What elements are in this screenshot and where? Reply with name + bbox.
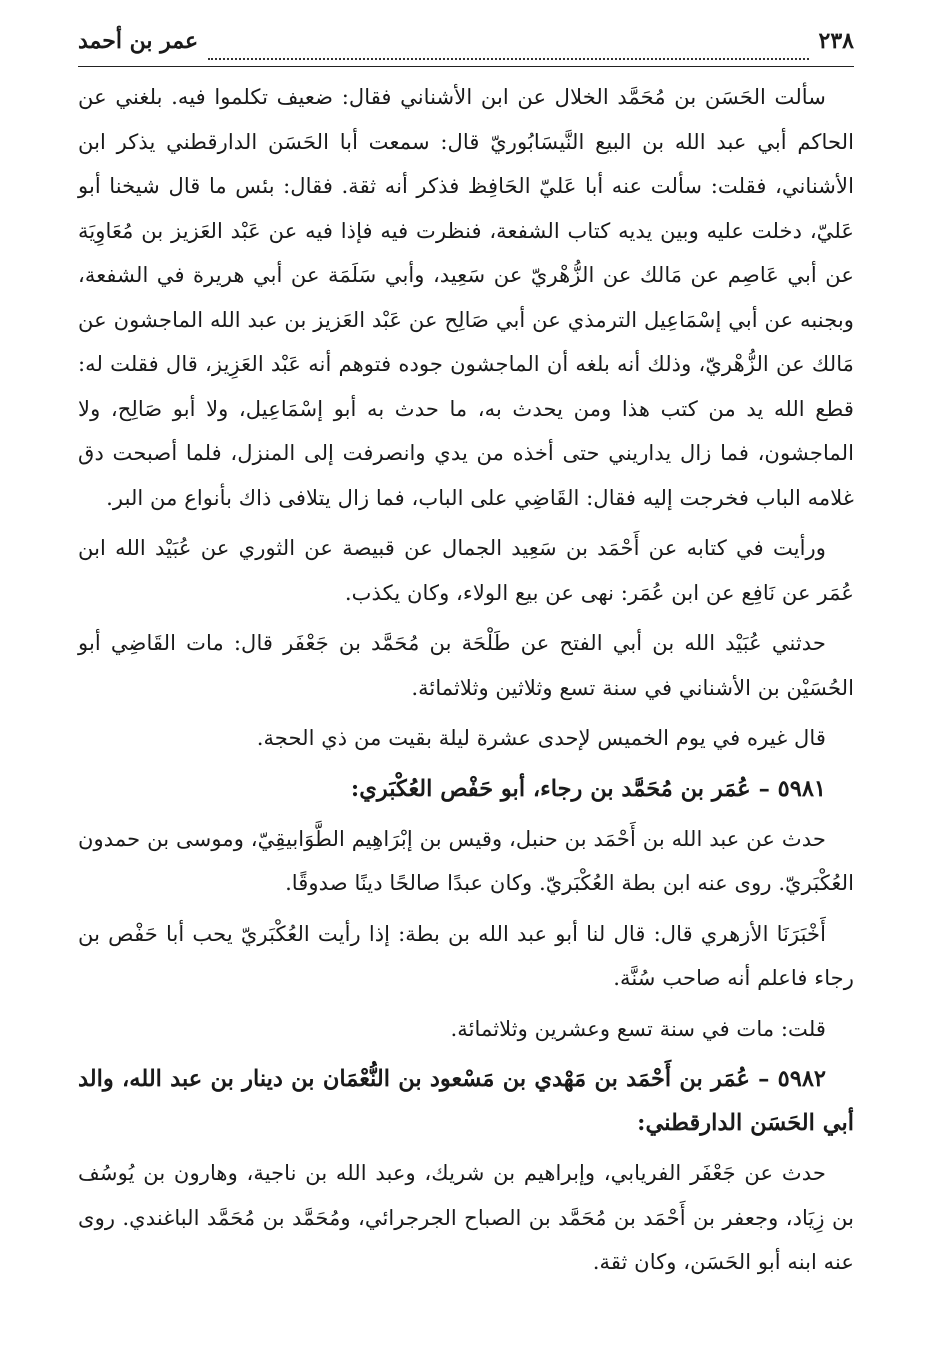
paragraph: قلت: مات في سنة تسع وعشرين وثلاثمائة.	[450, 1015, 826, 1041]
book-page	[78, 28, 854, 1338]
paragraph: حدثني عُبَيْد الله بن أبي الفتح عن طَلْحَة بن مُحَمَّد بن جَعْفَر قال: مات القَاضِي أبو الحُسَيْن بن الأشناني في سنة تسع وثلاثين وثلاثمائة.	[78, 630, 854, 700]
paragraph: قال غيره في يوم الخميس لإحدى عشرة ليلة بقيت من ذي الحجة.	[256, 725, 826, 750]
paragraph: سألت الحَسَن بن مُحَمَّد الخلال عن ابن الأشناني فقال: ضعيف تكلموا فيه. بلغني عن الحاكم أبي عبد الله بن البيع النَّيسَابُوريّ قال: سمعت أبا الحَسَن الدارقطني يذكر ابن الأشناني، فقلت: سألت عنه أبا عَليّ الحَافِظ فذكر أنه ثقة. فقال: بئس ما قال شيخنا أبو عَليّ، دخلت عليه وبين يديه كتاب الشفعة، فنظرت فيه فإذا فيه عن عَبْد العَزيز بن مُعَاوِيَة عن أبي عَاصِم عن مَالك عن الزُّهْريّ عن سَعِيد، وأبي سَلَمَة عن أبي هريرة في الشفعة، وبجنبه عن أبي إسْمَاعِيل الترمذي عن أبي صَالِح عن عَبْد العَزيز بن عبد الله الماجشون عن مَالك عن الزُّهْريّ، وذلك أنه بلغه أن الماجشون جوده فتوهم أنه عَبْد العَزِيز، قال فقلت له: قطع الله يد من كتب هذا ومن يحدث به، ما حدث به أبو إسْمَاعِيل، ولا أبو صَالِح، ولا الماجشون، فما زال يداريني حتى أخذه من يدي وانصرفت إلى المنزل، فلما أصبحت دق غلامه الباب فخرجت إليه فقال: القَاضِي على الباب، فما زال يتلافى ذاك بأنواع من البر.	[78, 84, 855, 510]
running-title: عمر بن أحمد	[78, 28, 199, 54]
paragraph: ورأيت في كتابه عن أَحْمَد بن سَعِيد الجمال عن قبيصة عن الثوري عن عُبَيْد الله ابن عُمَر عن نَافِع عن ابن عُمَر: نهى عن بيع الولاء، وكان يكذب.	[78, 535, 854, 605]
paragraph: حدث عن عبد الله بن أَحْمَد بن حنبل، وقيس بن إبْرَاهِيم الطَّوَابيقِيّ، وموسى بن حمدون العُكْبَريّ. روى عنه ابن بطة العُكْبَريّ. وكان عبدًا صالحًا دينًا صدوقًا.	[78, 825, 854, 895]
paragraph: حدث عن جَعْفَر الفريابي، وإبراهيم بن شريك، وعبد الله بن ناجية، وهارون بن يُوسُف بن زِيَاد، وجعفر بن أَحْمَد بن مُحَمَّد بن الصباح الجرجرائي، ومُحَمَّد بن مُحَمَّد الباغندي. روى عنه ابنه أبو الحَسَن، وكان ثقة.	[78, 1160, 854, 1274]
header-dot-leader	[208, 58, 808, 60]
paragraph: أَخْبَرَنَا الأزهري قال: قال لنا أبو عبد الله بن بطة: إذا رأيت العُكْبَريّ يحب أبا حَفْص بن رجاء فاعلم أنه صاحب سُنَّة.	[78, 920, 854, 990]
entry-heading: ٥٩٨١ – عُمَر بن مُحَمَّد بن رجاء، أبو حَفْص العُكْبَري:	[350, 775, 826, 802]
page-number: ٢٣٨	[818, 28, 854, 54]
running-header	[78, 28, 854, 67]
entry-heading: ٥٩٨٢ – عُمَر بن أَحْمَد بن مَهْدي بن مَسْعود بن النُّعْمَان بن دينار بن عبد الله، والد أبي الحَسَن الدارقطني:	[78, 1066, 854, 1136]
